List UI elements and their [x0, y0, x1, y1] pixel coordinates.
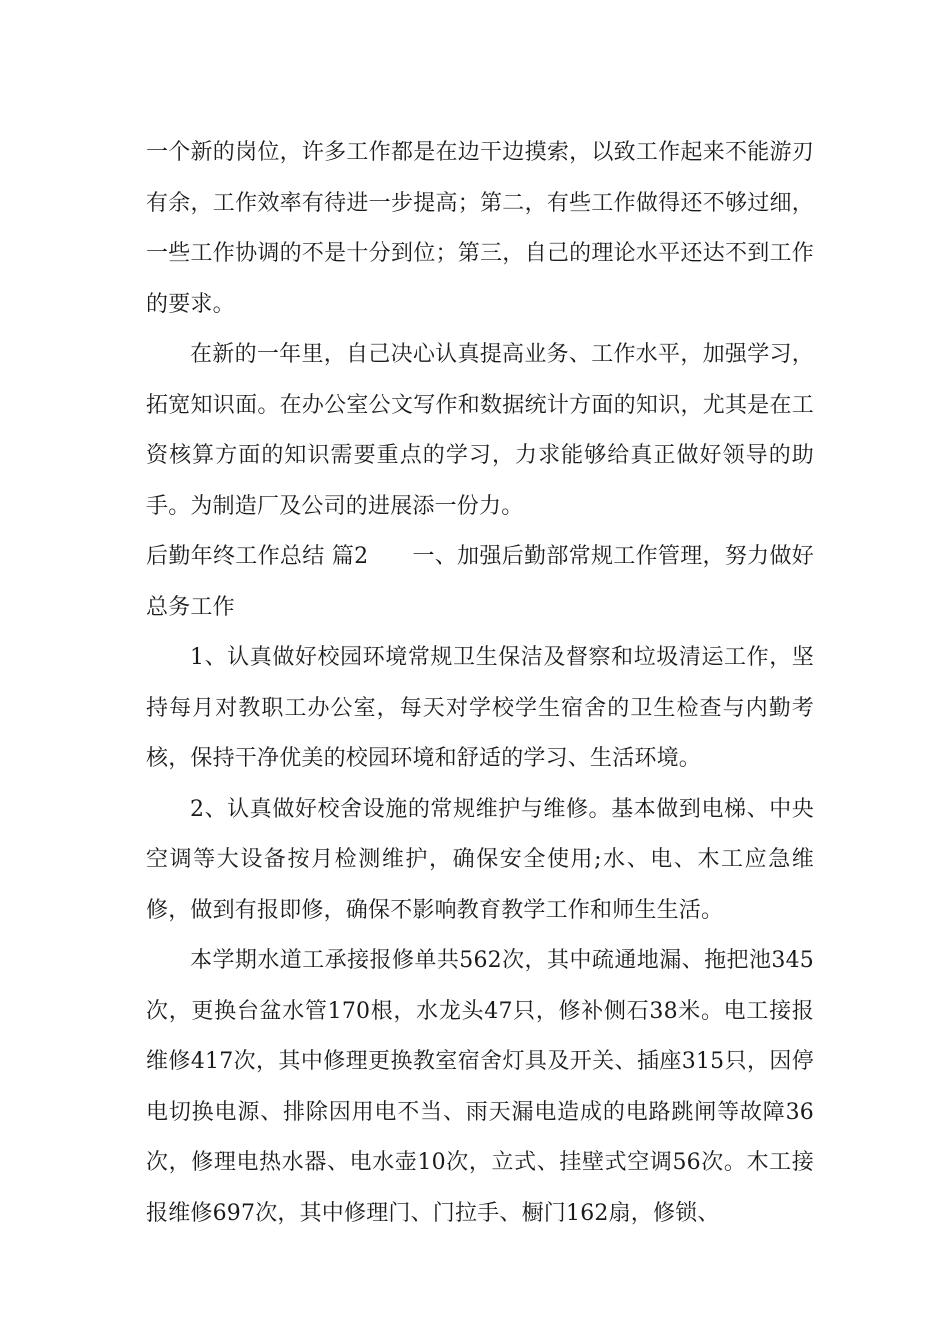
paragraph-continuation: 一个新的岗位，许多工作都是在边干边摸索，以致工作起来不能游刃有余，工作效率有待进一步提高；第二，有些工作做得还不够过细，一些工作协调的不是十分到位；第三，自己的理论水平还达不到工作的要求。	[146, 140, 814, 317]
paragraph-item-1: 1、认真做好校园环境常规卫生保洁及督察和垃圾清运工作，坚持每月对教职工办公室，每天对学校学生宿舍的卫生检查与内勤考核，保持干净优美的校园环境和舒适的学习、生活环境。	[146, 645, 814, 771]
section-subtitle: 一、加强后勤部常规工作管理，努力做好总务工作	[146, 544, 814, 620]
section-title: 后勤年终工作总结 篇2	[146, 544, 369, 569]
paragraph-item-2: 2、认真做好校舍设施的常规维护与维修。基本做到电梯、中央空调等大设备按月检测维护，确保安全使用;水、电、木工应急维修，做到有报即修，确保不影响教育教学工作和师生生活。	[146, 796, 814, 923]
paragraph-repair-statistics: 本学期水道工承接报修单共562次，其中疏通地漏、拖把池345次，更换台盆水管170根，水龙头47只，修补侧石38米。电工接报维修417次，其中修理更换教室宿舍灯具及开关、插座315只，因停电切换电源、排除因用电不当、雨天漏电造成的电路跳闸等故障36次，修理电热水器、电水壶10次，立式、挂壁式空调56次。木工接报维修697次，其中修理门、门拉手、橱门162扇，修锁、	[146, 948, 814, 1226]
section-heading-line	[146, 532, 814, 633]
document-body	[146, 128, 814, 1239]
paragraph-new-year-plan: 在新的一年里，自己决心认真提高业务、工作水平，加强学习，拓宽知识面。在办公室公文写作和数据统计方面的知识，尤其是在工资核算方面的知识需要重点的学习，力求能够给真正做好领导的助手。为制造厂及公司的进展添一份力。	[146, 342, 814, 519]
